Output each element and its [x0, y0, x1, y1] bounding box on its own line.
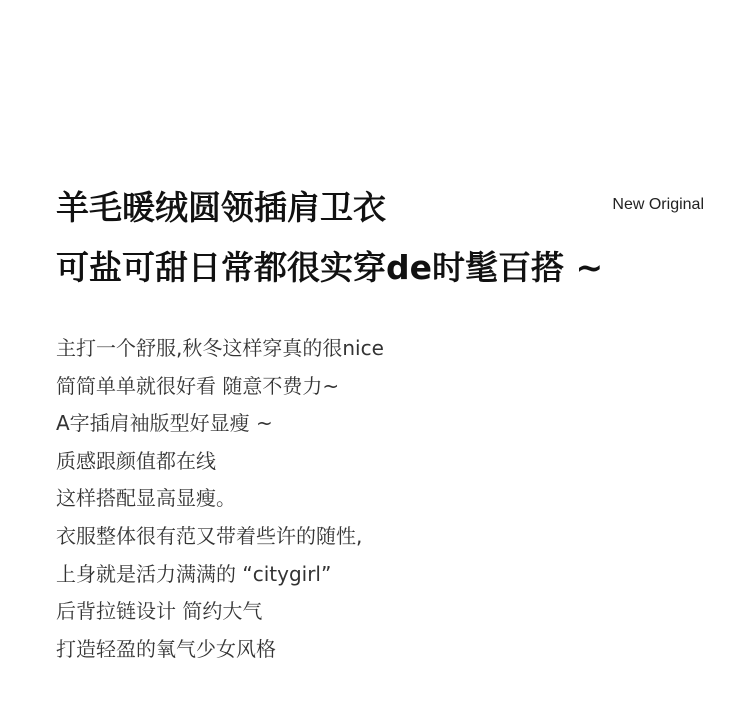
description-line: 衣服整体很有范又带着些许的随性,: [56, 523, 363, 548]
description-line: 打造轻盈的氧气少女风格: [56, 636, 276, 661]
description-line: 上身就是活力满满的 “citygirl”: [56, 561, 332, 586]
description-line: 简简单单就很好看 随意不费力~: [56, 373, 340, 398]
description-line: 这样搭配显高显瘦。: [56, 486, 236, 511]
description-list: [56, 330, 384, 668]
product-title-line-2: 可盐可甜日常都很实穿de时髦百搭 ~: [56, 248, 604, 287]
description-line: A字插肩袖版型好显瘦 ~: [56, 411, 273, 436]
description-line: 后背拉链设计 简约大气: [56, 599, 263, 624]
description-line: 主打一个舒服,秋冬这样穿真的很nice: [56, 336, 384, 360]
product-title-line-1: 羊毛暖绒圆领插肩卫衣: [56, 188, 386, 227]
description-line: 质感跟颜值都在线: [56, 448, 216, 473]
brand-tag: New Original: [612, 196, 704, 213]
